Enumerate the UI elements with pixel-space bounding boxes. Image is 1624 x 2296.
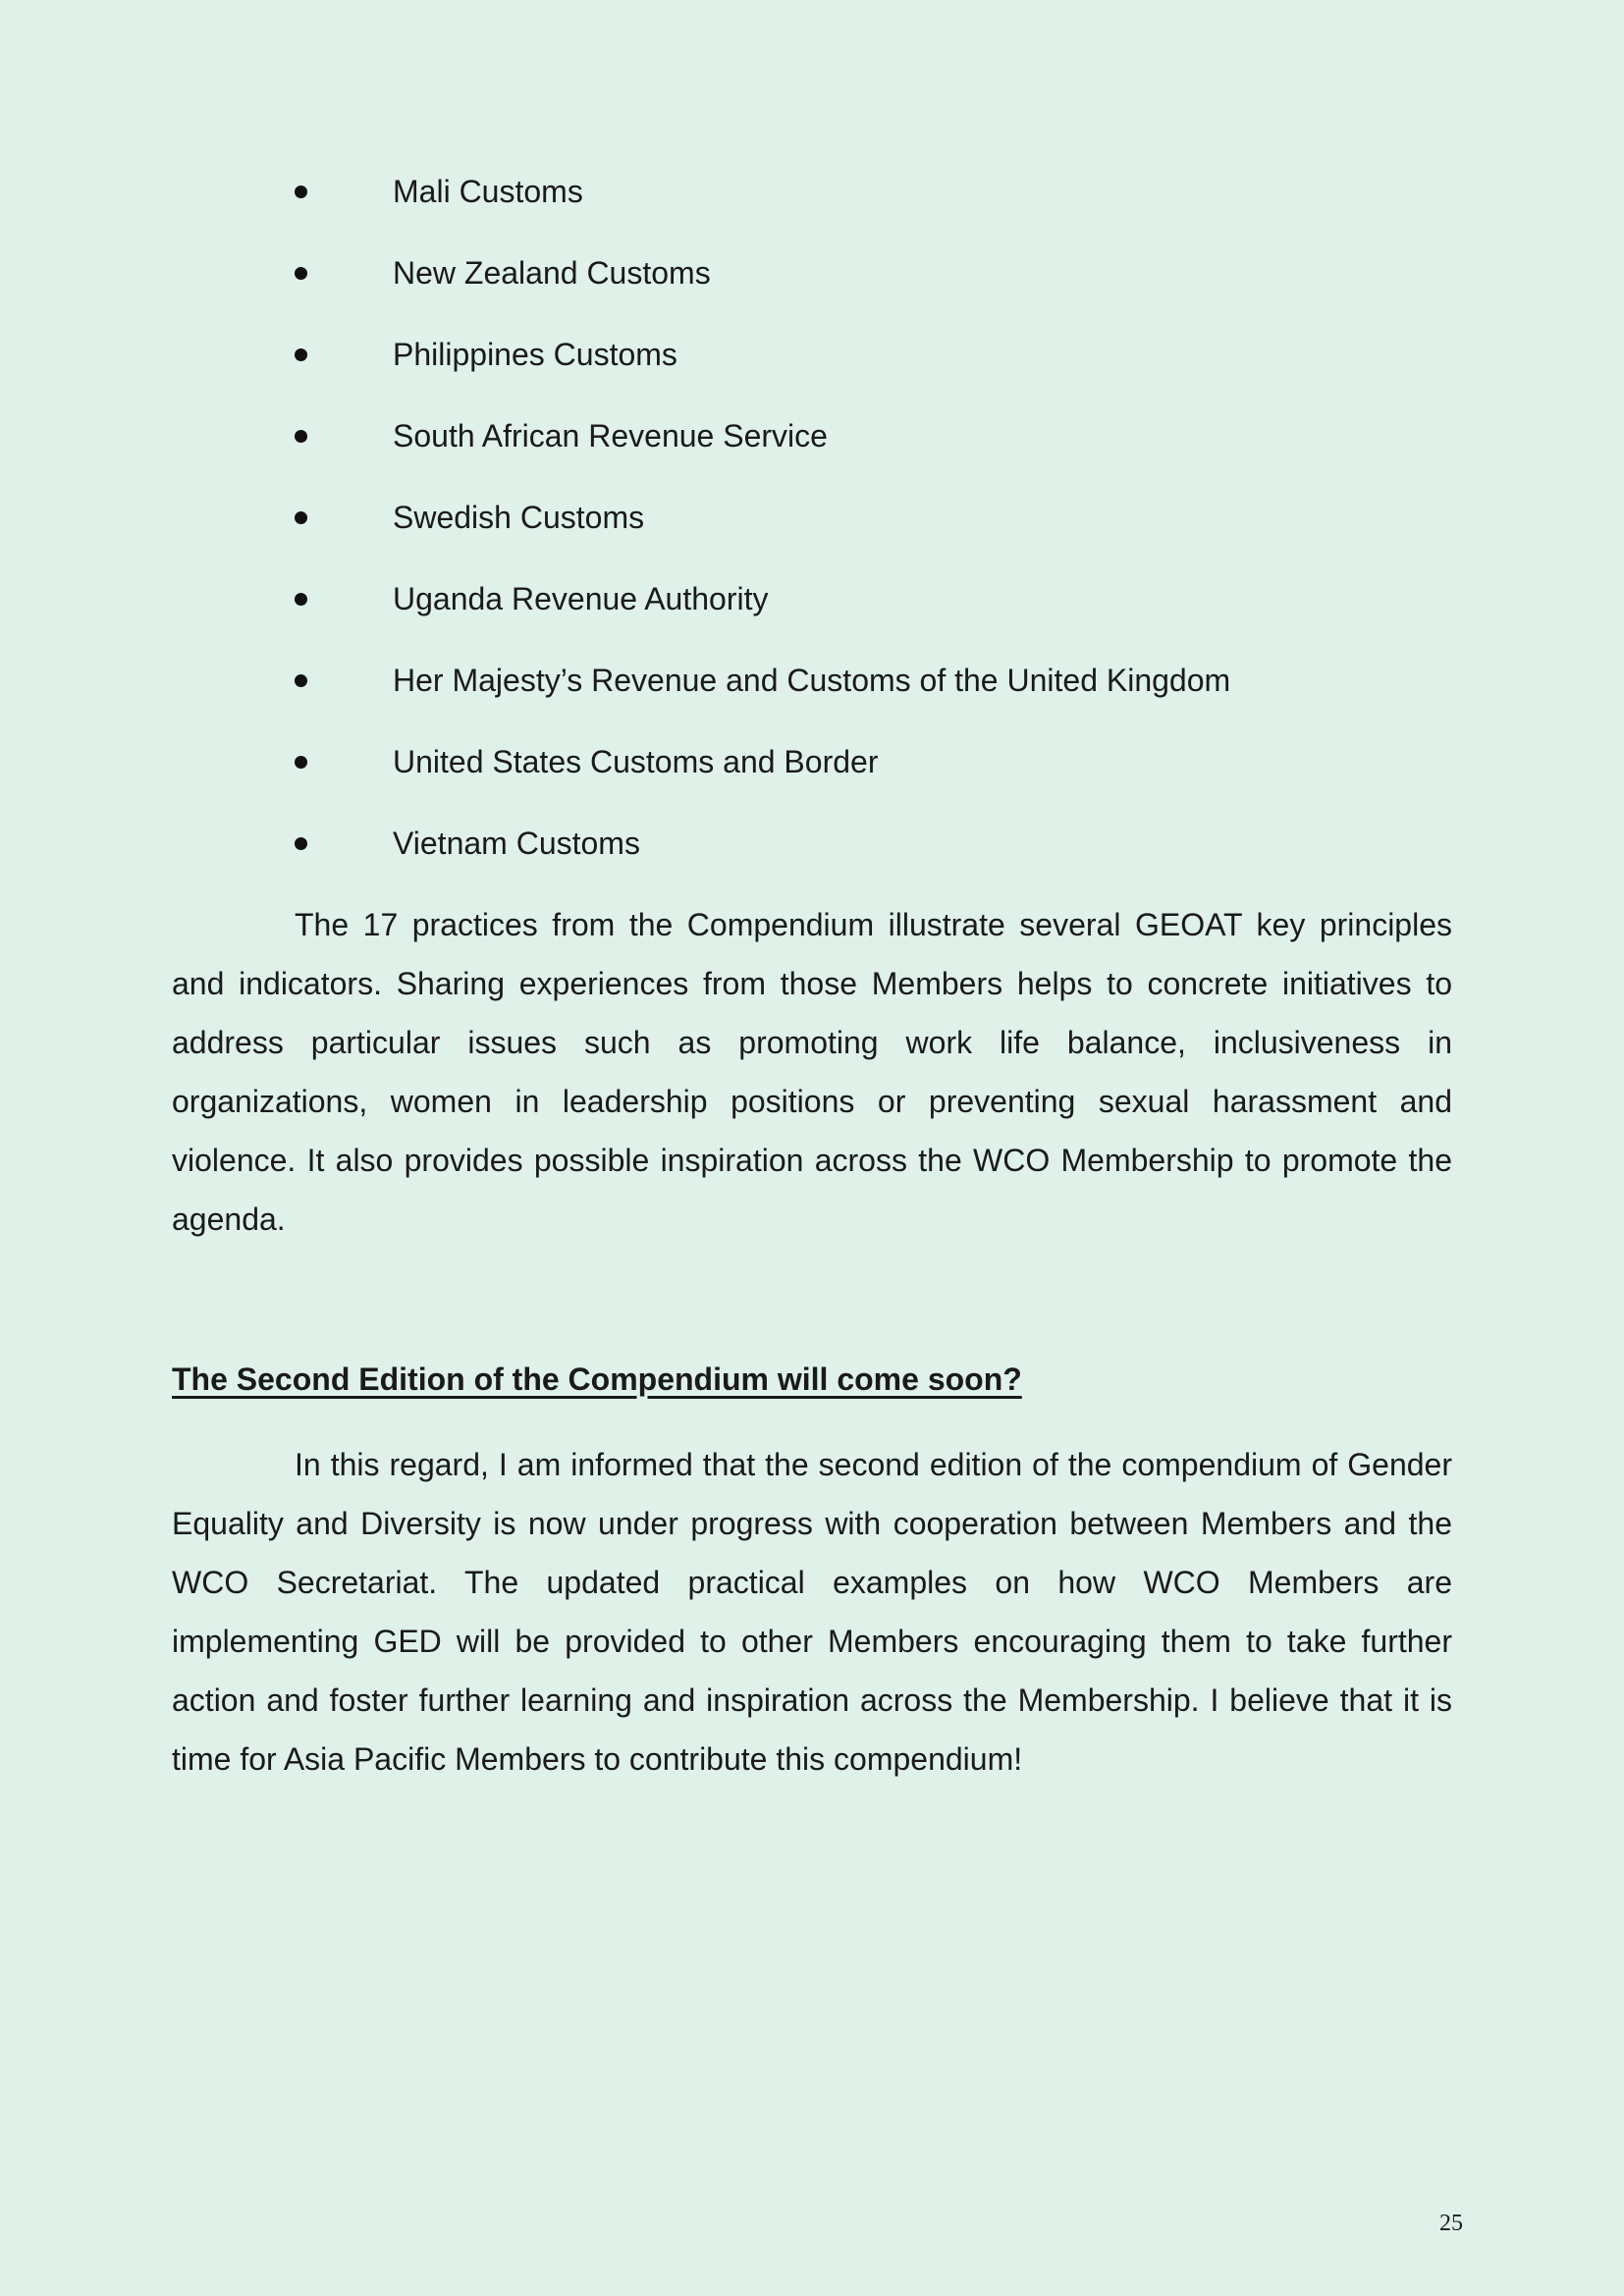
body-paragraph: In this regard, I am informed that the second edition of the compendium of Gender Equality and Diversity is now under progress with cooperation between Members and the WCO Secretariat. The updated practical examples on how WCO Members are implementing GED will be provided to other Members encouraging them to take further action and foster further learning and inspiration across the Membership. I believe that it is time for Asia Pacific Members to contribute this compendium! <box>172 1447 1452 1777</box>
bullet-list <box>0 167 1624 900</box>
page-number: 25 <box>1439 2211 1463 2236</box>
list-item <box>0 737 1624 819</box>
list-item <box>0 167 1624 248</box>
list-item-text: United States Customs and Border <box>393 744 879 779</box>
list-item <box>0 574 1624 656</box>
list-item <box>0 411 1624 493</box>
list-item <box>0 819 1624 900</box>
section-heading: The Second Edition of the Compendium will come soon? <box>172 1362 1022 1397</box>
bullet-icon <box>295 430 307 443</box>
list-item-text: Vietnam Customs <box>393 826 640 861</box>
list-item-text: Philippines Customs <box>393 337 677 372</box>
bullet-icon <box>295 511 307 524</box>
bullet-icon <box>295 837 307 850</box>
list-item-text: New Zealand Customs <box>393 255 711 291</box>
list-item <box>0 493 1624 574</box>
bullet-icon <box>295 593 307 606</box>
list-item-text: Her Majesty’s Revenue and Customs of the United Kingdom <box>393 663 1231 698</box>
list-item-text: Swedish Customs <box>393 500 645 535</box>
bullet-icon <box>295 756 307 769</box>
bullet-icon <box>295 186 307 198</box>
list-item-text: Mali Customs <box>393 174 583 209</box>
list-item <box>0 248 1624 330</box>
list-item-text: Uganda Revenue Authority <box>393 581 769 616</box>
bullet-icon <box>295 674 307 687</box>
bullet-icon <box>295 348 307 361</box>
list-item <box>0 656 1624 737</box>
body-paragraph: The 17 practices from the Compendium illustrate several GEOAT key principles and indicators. Sharing experiences from those Members helps to concrete initiatives to address particular issues such as promoting work life balance, inclusiveness in organizations, women in leadership positions or preventing sexual harassment and violence. It also provides possible inspiration across the WCO Membership to promote the agenda. <box>172 907 1452 1237</box>
bullet-icon <box>295 267 307 280</box>
list-item <box>0 330 1624 411</box>
list-item-text: South African Revenue Service <box>393 418 828 454</box>
